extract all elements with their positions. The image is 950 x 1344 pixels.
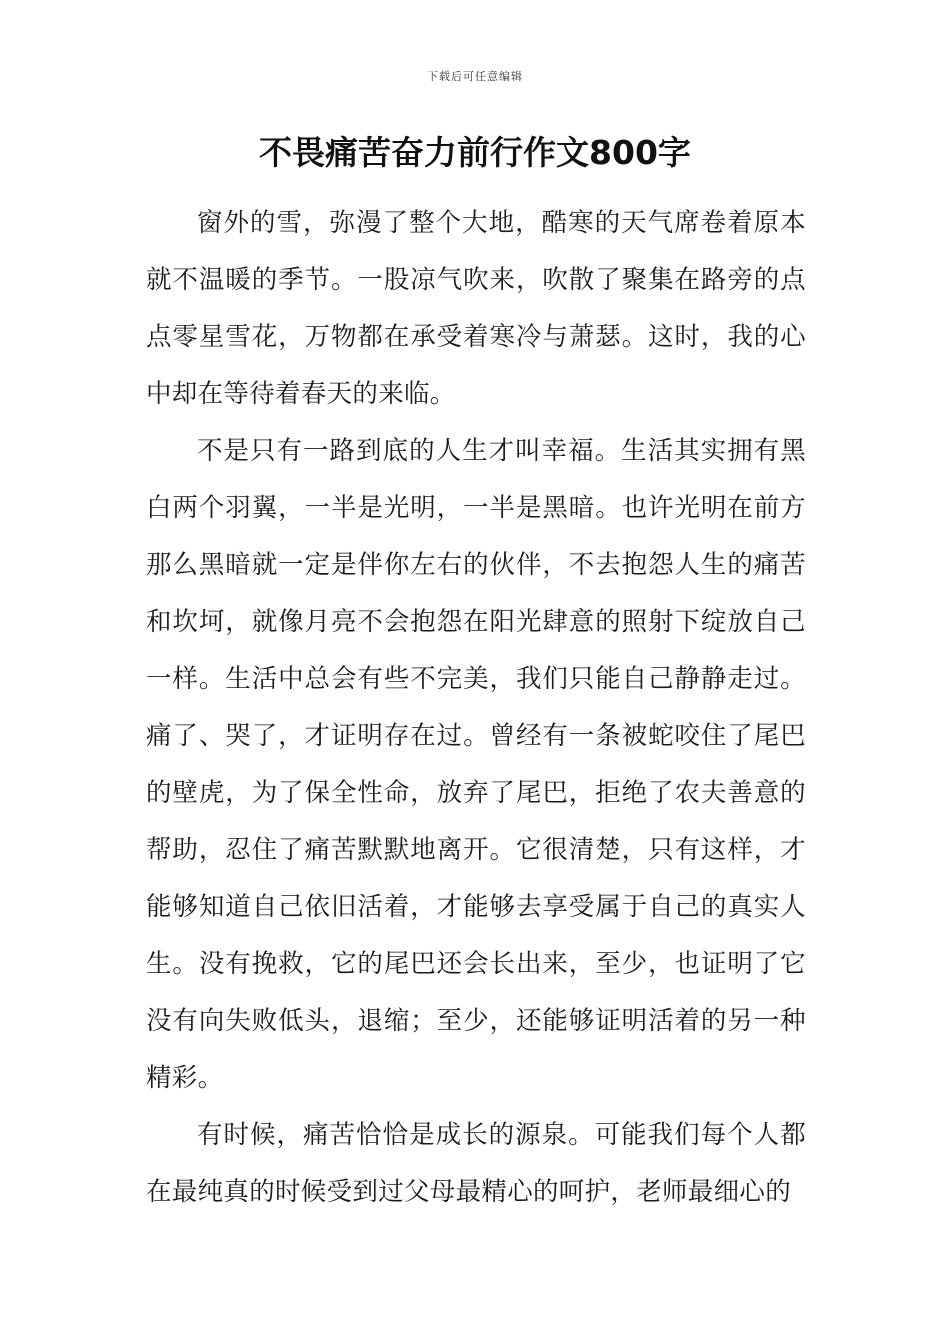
paragraph: 不是只有一路到底的人生才叫幸福。生活其实拥有黑白两个羽翼，一半是光明，一半是黑暗。也许光明在前方那么黑暗就一定是伴你左右的伙伴，不去抱怨人生的痛苦和坎坷，就像月亮不会抱怨在阳光肆意的照射下绽放自己一样。生活中总会有些不完美，我们只能自己静静走过。痛了、哭了，才证明存在过。曾经有一条被蛇咬住了尾巴的壁虎，为了保全性命，放弃了尾巴，拒绝了农夫善意的帮助，忍住了痛苦默默地离开。它很清楚，只有这样，才能够知道自己依旧活着，才能够去享受属于自己的真实人生。没有挽救，它的尾巴还会长出来，至少，也证明了它没有向失败低头，退缩；至少，还能够证明活着的另一种精彩。 [146,436,806,1093]
essay-body [146,195,806,1221]
paragraph: 有时候，痛苦恰恰是成长的源泉。可能我们每个人都在最纯真的时候受到过父母最精心的呵护，老师最细心的 [146,1120,806,1207]
header-note: 下载后可任意编辑 [427,70,523,83]
page-title: 不畏痛苦奋力前行作文800字 [259,133,691,172]
paragraph: 窗外的雪，弥漫了整个大地，酷寒的天气席卷着原本就不温暖的季节。一股凉气吹来，吹散了聚集在路旁的点点零星雪花，万物都在承受着寒冷与萧瑟。这时，我的心中却在等待着春天的来临。 [146,208,806,409]
